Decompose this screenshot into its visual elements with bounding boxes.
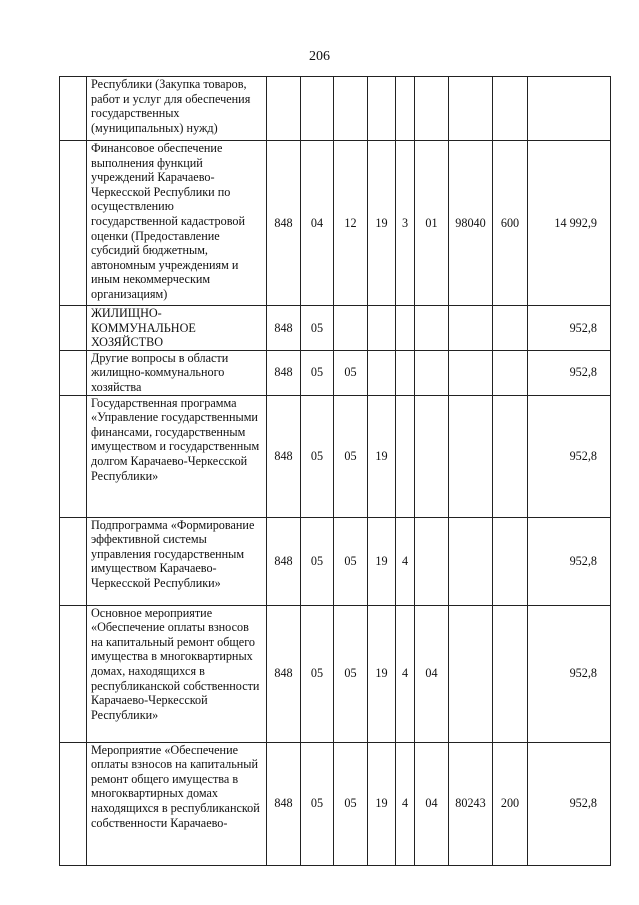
section-code-cell [301,77,334,141]
program-code-cell: 19 [368,605,396,742]
amount-cell: 14 992,9 [528,141,611,306]
item-name-cell: Другие вопросы в области жилищно-коммунального хозяйства [87,350,267,395]
subprogram-code-cell [396,306,415,351]
program-code-cell: 19 [368,517,396,605]
table-row [60,141,611,306]
subprogram-code-cell: 4 [396,605,415,742]
section-code-cell: 05 [301,395,334,517]
amount-cell: 952,8 [528,306,611,351]
table-row [60,742,611,865]
subprogram-code-cell: 3 [396,141,415,306]
program-code-cell [368,77,396,141]
subsection-code-cell: 05 [334,395,368,517]
dept-code-cell: 848 [267,306,301,351]
item-name-cell: Финансовое обеспечение выполнения функций учреждений Карачаево-Черкесской Республики по осуществлению государственной кадастровой оценки (Предоставление субсидий бюджетным, автономным учреждениям и иным некоммерческим организациям) [87,141,267,306]
table-row [60,395,611,517]
row-number-cell [60,742,87,865]
subsection-code-cell: 05 [334,605,368,742]
table-row [60,517,611,605]
expense-type-cell [493,306,528,351]
dept-code-cell: 848 [267,141,301,306]
direction-code-cell: 98040 [449,141,493,306]
direction-code-cell [449,605,493,742]
dept-code-cell: 848 [267,605,301,742]
dept-code-cell [267,77,301,141]
amount-cell: 952,8 [528,350,611,395]
activity-code-cell [415,77,449,141]
direction-code-cell [449,395,493,517]
dept-code-cell: 848 [267,742,301,865]
direction-code-cell [449,77,493,141]
amount-cell: 952,8 [528,742,611,865]
page-number: 206 [309,49,330,64]
program-code-cell [368,306,396,351]
table-body [60,77,611,866]
expense-type-cell: 600 [493,141,528,306]
section-code-cell: 05 [301,350,334,395]
row-number-cell [60,141,87,306]
program-code-cell: 19 [368,395,396,517]
subprogram-code-cell: 4 [396,517,415,605]
subsection-code-cell: 05 [334,350,368,395]
dept-code-cell: 848 [267,517,301,605]
subsection-code-cell: 05 [334,742,368,865]
amount-cell: 952,8 [528,517,611,605]
row-number-cell [60,77,87,141]
row-number-cell [60,395,87,517]
item-name-cell: Республики (Закупка товаров, работ и услуг для обеспечения государственных (муниципальных) нужд) [87,77,267,141]
direction-code-cell: 80243 [449,742,493,865]
table-row [60,350,611,395]
dept-code-cell: 848 [267,395,301,517]
amount-cell [528,77,611,141]
section-code-cell: 05 [301,306,334,351]
subprogram-code-cell [396,77,415,141]
direction-code-cell [449,350,493,395]
expense-type-cell [493,605,528,742]
row-number-cell [60,350,87,395]
activity-code-cell: 01 [415,141,449,306]
expense-type-cell [493,77,528,141]
table-row [60,306,611,351]
subprogram-code-cell [396,350,415,395]
section-code-cell: 05 [301,517,334,605]
subprogram-code-cell [396,395,415,517]
subprogram-code-cell: 4 [396,742,415,865]
amount-cell: 952,8 [528,605,611,742]
budget-table [59,76,611,866]
expense-type-cell [493,395,528,517]
expense-type-cell [493,350,528,395]
activity-code-cell [415,350,449,395]
section-code-cell: 05 [301,605,334,742]
program-code-cell [368,350,396,395]
item-name-cell: Государственная программа «Управление государственными финансами, государственным имуществом и государственным долгом Карачаево-Черкесской Республики» [87,395,267,517]
direction-code-cell [449,306,493,351]
item-name-cell: ЖИЛИЩНО-КОММУНАЛЬНОЕ ХОЗЯЙСТВО [87,306,267,351]
expense-type-cell [493,517,528,605]
section-code-cell: 05 [301,742,334,865]
program-code-cell: 19 [368,141,396,306]
activity-code-cell [415,517,449,605]
amount-cell: 952,8 [528,395,611,517]
activity-code-cell [415,306,449,351]
expense-type-cell: 200 [493,742,528,865]
subsection-code-cell [334,77,368,141]
subsection-code-cell: 05 [334,517,368,605]
section-code-cell: 04 [301,141,334,306]
row-number-cell [60,517,87,605]
row-number-cell [60,605,87,742]
row-number-cell [60,306,87,351]
activity-code-cell: 04 [415,742,449,865]
dept-code-cell: 848 [267,350,301,395]
activity-code-cell: 04 [415,605,449,742]
item-name-cell: Основное мероприятие «Обеспечение оплаты взносов на капитальный ремонт общего имущества в многоквартирных домах, находящихся в республиканской собственности Карачаево-Черкесской Республики» [87,605,267,742]
direction-code-cell [449,517,493,605]
subsection-code-cell: 12 [334,141,368,306]
item-name-cell: Подпрограмма «Формирование эффективной системы управления государственным имуществом Карачаево-Черкесской Республики» [87,517,267,605]
program-code-cell: 19 [368,742,396,865]
activity-code-cell [415,395,449,517]
table-row [60,605,611,742]
item-name-cell: Мероприятие «Обеспечение оплаты взносов на капитальный ремонт общего имущества в многоквартирных домах находящихся в республиканской собственности Карачаево- [87,742,267,865]
subsection-code-cell [334,306,368,351]
table-row [60,77,611,141]
